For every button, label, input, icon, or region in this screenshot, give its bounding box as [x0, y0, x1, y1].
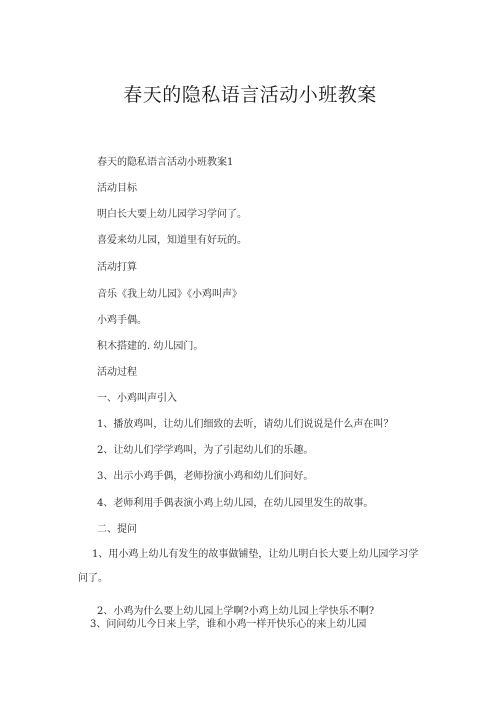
document-title: 春天的隐私语言活动小班教案 — [123, 84, 377, 106]
paragraph: 喜爱来幼儿园，知道里有好玩的。 — [97, 235, 247, 246]
section-heading: 活动目标 — [97, 183, 137, 194]
subsection-heading: 二、提问 — [97, 524, 137, 535]
section-heading: 活动打算 — [97, 262, 137, 273]
paragraph: 小鸡手偶。 — [97, 315, 147, 326]
list-item: 3、问问幼儿今日来上学，谁和小鸡一样开快乐心的来上幼儿园 — [90, 619, 367, 630]
section-heading: 活动过程 — [97, 367, 137, 378]
list-item: 4、老师利用手偶表演小鸡上幼儿园，在幼儿园里发生的故事。 — [97, 498, 374, 509]
list-item: 2、让幼儿们学学鸡叫，为了引起幼儿们的乐趣。 — [97, 445, 314, 456]
paragraph: 音乐《我上幼儿园》《小鸡叫声》 — [97, 289, 242, 300]
paragraph-heading: 春天的隐私语言活动小班教案1 — [97, 157, 234, 168]
subsection-heading: 一、小鸡叫声引入 — [97, 393, 177, 404]
list-item: 1、播放鸡叫，让幼儿们细致的去听，请幼儿们说说是什么声在叫？ — [97, 419, 394, 430]
list-item: 1、用小鸡上幼儿有发生的故事做铺垫，让幼儿明白长大要上幼儿园学习学问了。 — [78, 549, 419, 584]
paragraph: 积木搭建的. 幼儿园门。 — [97, 341, 204, 352]
list-item: 3、出示小鸡手偶，老师扮演小鸡和幼儿们问好。 — [97, 471, 314, 482]
paragraph: 明白长大要上幼儿园学习学问了。 — [97, 209, 247, 220]
list-item: 2、小鸡为什么要上幼儿园上学啊?小鸡上幼儿园上学快乐不啊? — [97, 606, 375, 617]
